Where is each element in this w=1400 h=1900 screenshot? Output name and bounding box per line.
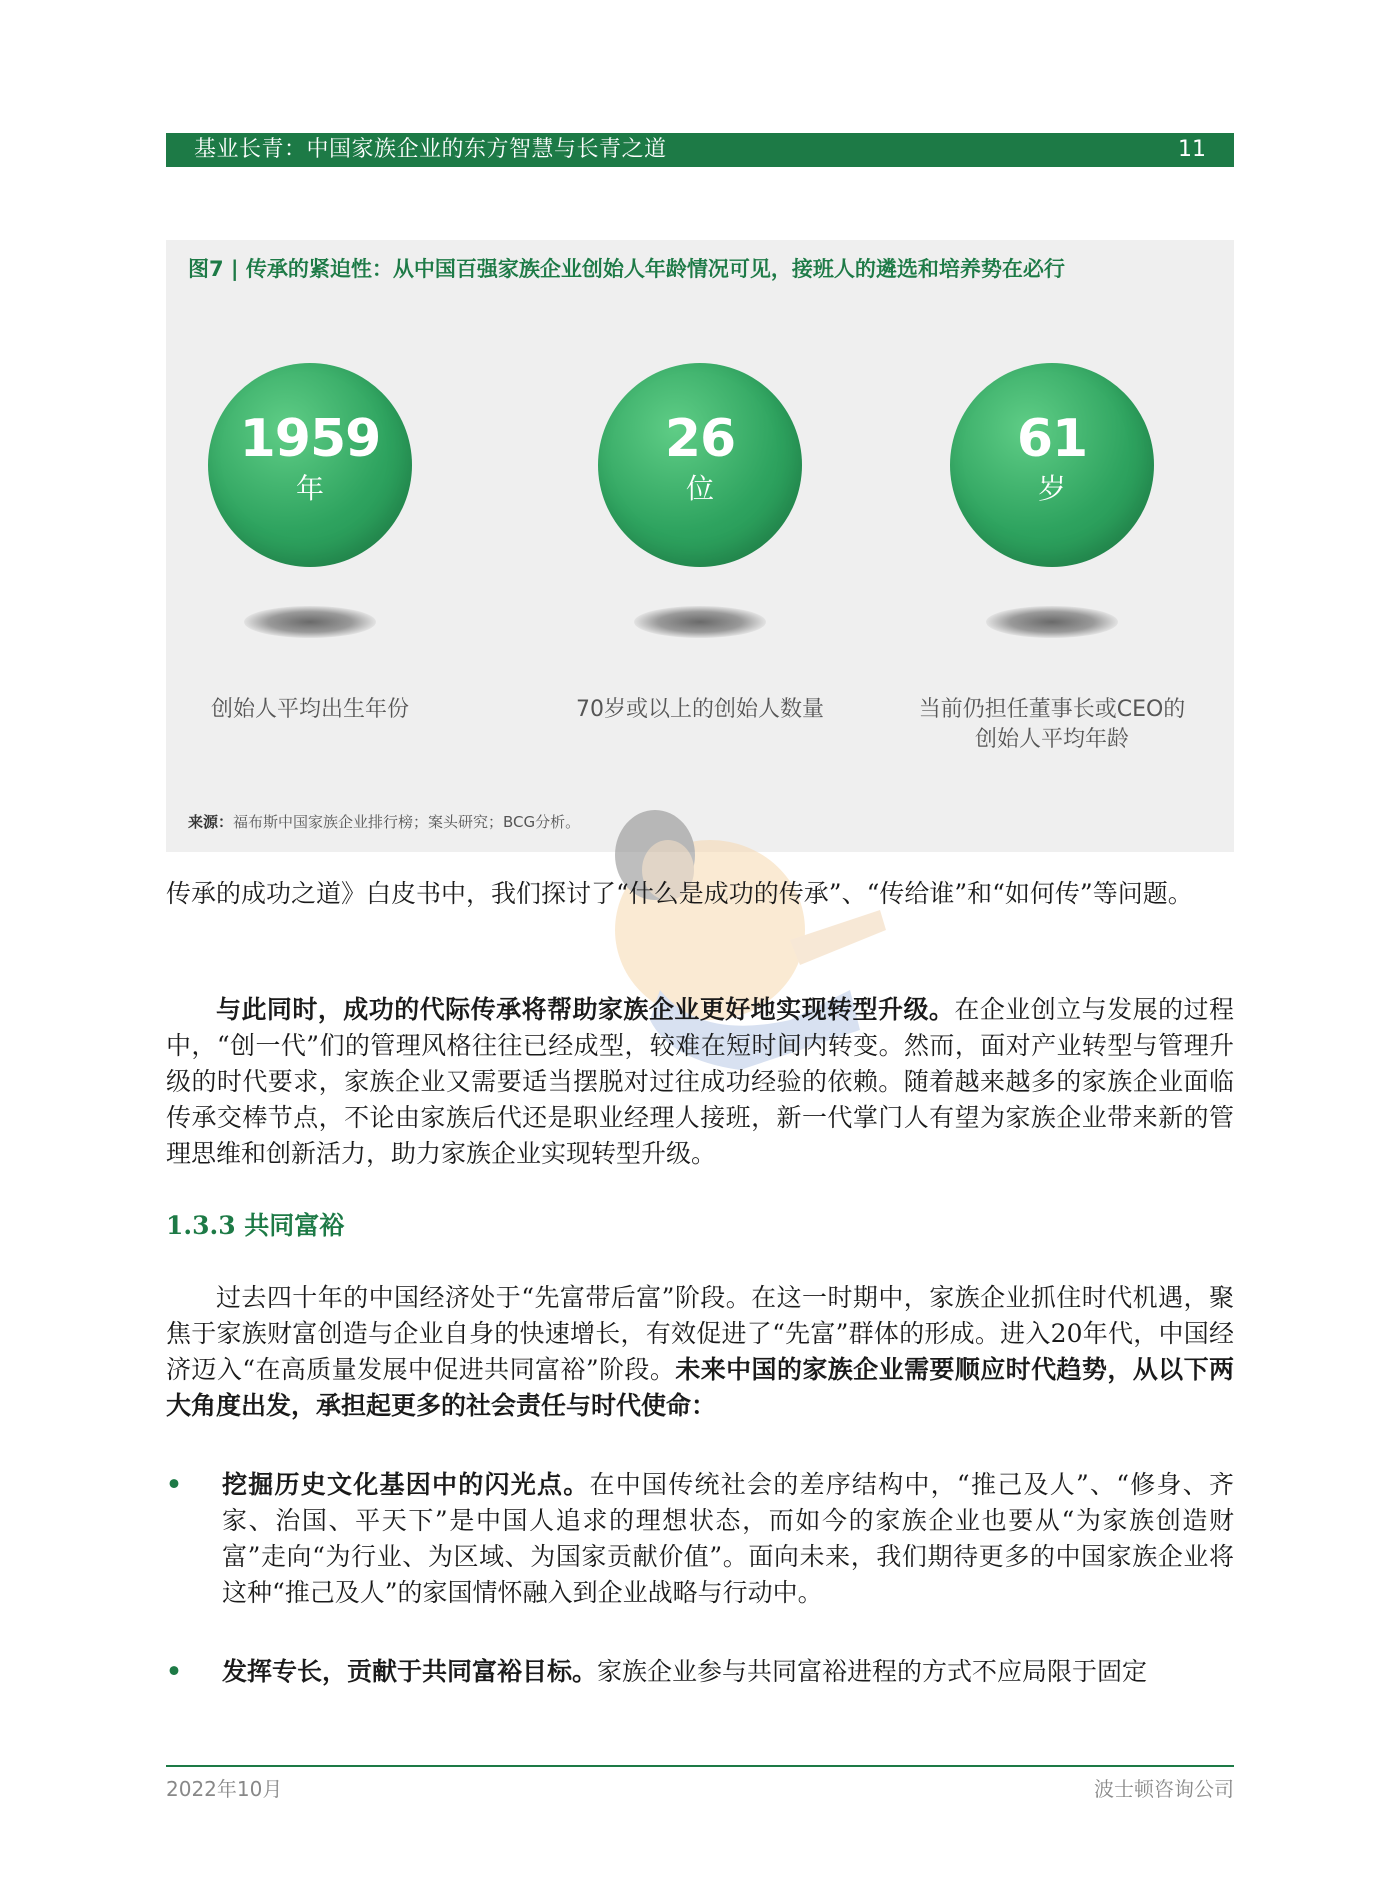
paragraph-text: 传承的成功之道》白皮书中，我们探讨了“什么是成功的传承”、“传给谁”和“如何传”等问题。 [166,879,1193,908]
stat-label-average-age [887,695,1217,755]
stat-circle-founders-70 [598,363,802,567]
stat-value: 61 [1016,409,1088,469]
footer-divider [166,1765,1234,1767]
page-number: 11 [1178,137,1206,162]
stat-unit: 位 [685,472,714,505]
stat-label-line: 70岁或以上的创始人数量 [576,697,824,722]
header-bar [166,133,1234,167]
stat-value: 26 [664,409,736,469]
bullet-item-1 [166,1467,1234,1611]
stat-label-line: 当前仍担任董事长或CEO的 [918,697,1186,722]
paragraph-bold-text: 未来中国的家族企业需要顺应时代趋势，从以下两大角度出发，承担起更多的社会责任与时代使命： [166,1355,1234,1420]
figure-title: 图7 | 传承的紧迫性：从中国百强家族企业创始人年龄情况可见，接班人的遴选和培养势在必行 [188,257,1065,281]
bullet-item-2 [166,1654,1234,1690]
section-heading: 1.3.3 共同富裕 [166,1211,345,1240]
stat-unit: 岁 [1037,472,1066,505]
paragraph-1 [166,876,1234,912]
bullet-dot-icon: • [166,1657,182,1686]
circle-shadow [244,606,376,638]
footer-company: 波士顿咨询公司 [1094,1777,1234,1801]
stat-circle-birth-year [208,363,412,567]
bullet-bold-lead: 发挥专长，贡献于共同富裕目标。 [222,1657,598,1686]
paragraph-3 [166,1280,1234,1424]
stat-label-founders-70 [535,695,865,725]
stat-label-line: 创始人平均出生年份 [210,697,409,722]
stat-label-birth-year [145,695,475,725]
paragraph-text: 在企业创立与发展的过程中，“创一代”们的管理风格往往已经成型，较难在短时间内转变。然而，面对产业转型与管理升级的时代要求，家族企业又需要适当摆脱对过往成功经验的依赖。随着越来越多的家族企业面临传承交棒节点，不论由家族后代还是职业经理人接班，新一代掌门人有望为家族企业带来新的管理思维和创新活力，助力家族企业实现转型升级。 [166,995,1234,1168]
paragraph-bold-lead: 与此同时，成功的代际传承将帮助家族企业更好地实现转型升级。 [216,995,955,1024]
bullet-text: 在中国传统社会的差序结构中，“推己及人”、“修身、齐家、治国、平天下”是中国人追求的理想状态，而如今的家族企业也要从“为家族创造财富”走向“为行业、为区域、为国家贡献价值”。面向未来，我们期待更多的中国家族企业将这种“推己及人”的家国情怀融入到企业战略与行动中。 [222,1470,1234,1607]
footer-date: 2022年10月 [166,1777,283,1801]
stat-unit: 年 [295,472,324,505]
bullet-dot-icon: • [166,1470,182,1499]
report-title: 基业长青：中国家族企业的东方智慧与长青之道 [194,137,667,162]
paragraph-text: 过去四十年的中国经济处于“先富带后富”阶段。在这一时期中，家族企业抓住时代机遇，聚焦于家族财富创造与企业自身的快速增长，有效促进了“先富”群体的形成。进入20年代，中国经济迈入“在高质量发展中促进共同富裕”阶段。 [166,1283,1234,1384]
bullet-bold-lead: 挖掘历史文化基因中的闪光点。 [222,1470,590,1499]
stat-label-line: 创始人平均年龄 [974,727,1129,752]
source-label: 来源： [188,813,234,831]
source-text: 福布斯中国家族企业排行榜；案头研究；BCG分析。 [233,813,581,831]
stat-circle-average-age [950,363,1154,567]
stat-value: 1959 [239,409,381,469]
paragraph-2 [166,992,1234,1172]
figure-source [188,812,580,832]
bullet-text: 家族企业参与共同富裕进程的方式不应局限于固定 [597,1657,1148,1686]
circle-shadow [986,606,1118,638]
circle-shadow [634,606,766,638]
